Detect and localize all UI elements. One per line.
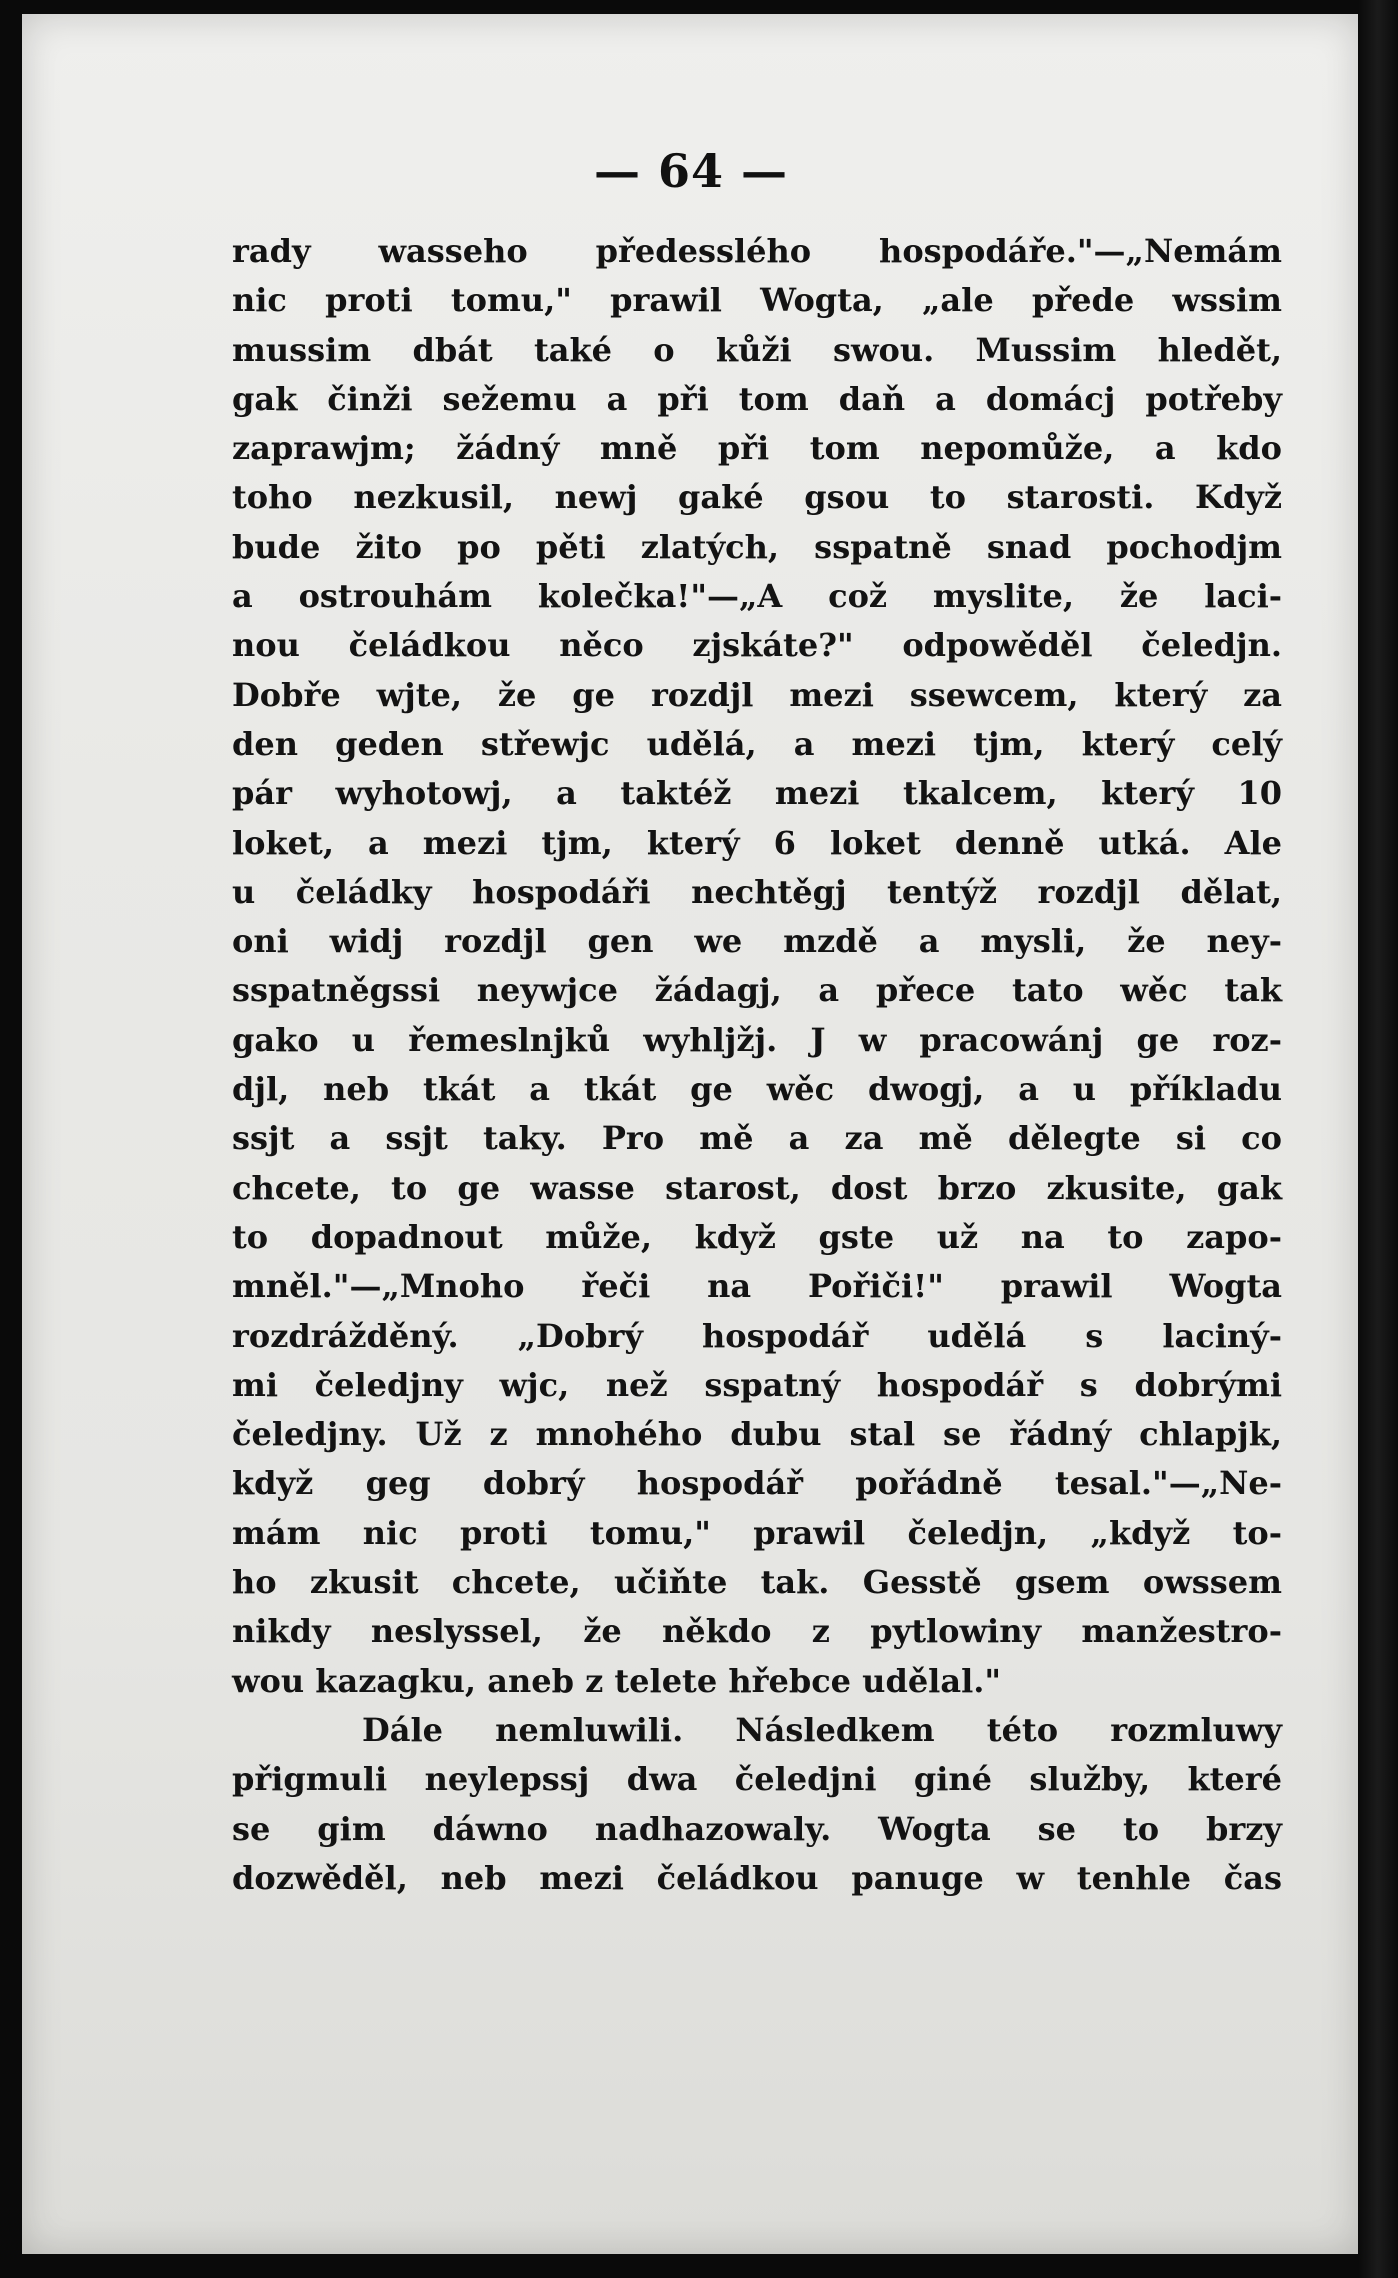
text-line: se gim dáwno nadhazowaly. Wogta se to brzy <box>232 1809 1282 1848</box>
text-line: ho zkusit chcete, učiňte tak. Gesstě gsem owssem <box>232 1563 1282 1602</box>
text-line: pár wyhotowj, a taktéž mezi tkalcem, který 10 <box>232 774 1282 813</box>
text-line: mussim dbát také o kůži swou. Mussim hledět, <box>232 330 1282 369</box>
book-page <box>22 14 1360 2254</box>
text-line: dozwěděl, neb mezi čeládkou panuge w tenhle čas <box>232 1858 1282 1897</box>
text-line: nikdy neslyssel, že někdo z pytlowiny manžestro- <box>232 1612 1282 1651</box>
text-line: nou čeládkou něco zjskáte?" odpowěděl čeledjn. <box>232 626 1282 665</box>
page-number: — 64 — <box>593 144 789 198</box>
text-line: wou kazagku, aneb z telete hřebce udělal." <box>232 1661 1002 1700</box>
text-line: gako u řemeslnjků wyhljžj. J w pracowánj ge roz- <box>232 1020 1282 1059</box>
text-line: Dobře wjte, že ge rozdjl mezi ssewcem, který za <box>232 675 1282 714</box>
text-line: přigmuli neylepssj dwa čeledjni giné služby, které <box>232 1760 1282 1799</box>
text-line: gak činži sežemu a při tom daň a domácj potřeby <box>232 379 1282 418</box>
text-line: čeledjny. Už z mnohého dubu stal se řádný chlapjk, <box>232 1415 1282 1454</box>
text-line: Dále nemluwili. Následkem této rozmluwy <box>362 1710 1282 1749</box>
text-line: rady wasseho předesslého hospodáře."—„Nemám <box>232 232 1282 270</box>
text-line: den geden střewjc udělá, a mezi tjm, který celý <box>232 724 1282 763</box>
paragraph-2 <box>232 1706 1282 1903</box>
scan-border <box>1358 0 1398 2278</box>
text-line: bude žito po pěti zlatých, sspatně snad pochodjm <box>232 527 1282 566</box>
text-line: ssjt a ssjt taky. Pro mě a za mě dělegte si co <box>232 1119 1282 1158</box>
text-line: když geg dobrý hospodář pořádně tesal."—„Ne- <box>232 1464 1282 1503</box>
text-line: oni widj rozdjl gen we mzdě a mysli, že ney- <box>232 922 1282 961</box>
text-line: nic proti tomu," prawil Wogta, „ale přede wssim <box>232 281 1282 320</box>
text-line: to dopadnout může, když gste už na to zapo- <box>232 1217 1282 1256</box>
text-line: mi čeledjny wjc, než sspatný hospodář s dobrými <box>232 1365 1282 1404</box>
text-line: chcete, to ge wasse starost, dost brzo zkusite, gak <box>232 1168 1282 1207</box>
text-line: djl, neb tkát a tkát ge wěc dwogj, a u příkladu <box>232 1070 1282 1109</box>
text-line: toho nezkusil, newj gaké gsou to starosti. Když <box>232 478 1282 517</box>
text-line: loket, a mezi tjm, který 6 loket denně utká. Ale <box>232 823 1282 862</box>
text-line: rozdrážděný. „Dobrý hospodář udělá s laciný- <box>232 1316 1282 1355</box>
text-line: sspatněgssi neywjce žádagj, a přece tato wěc tak <box>232 971 1282 1010</box>
text-line: zaprawjm; žádný mně při tom nepomůže, a kdo <box>232 429 1282 468</box>
body-text <box>232 227 1282 1903</box>
text-line: mněl."—„Mnoho řeči na Pořiči!" prawil Wogta <box>232 1267 1282 1306</box>
paragraph-1 <box>232 227 1282 1706</box>
text-line: a ostrouhám kolečka!"—„A což myslite, že laci- <box>232 577 1282 616</box>
text-line: mám nic proti tomu," prawil čeledjn, „když to- <box>232 1513 1282 1552</box>
text-line: u čeládky hospodáři nechtěgj tentýž rozdjl dělat, <box>232 872 1282 911</box>
